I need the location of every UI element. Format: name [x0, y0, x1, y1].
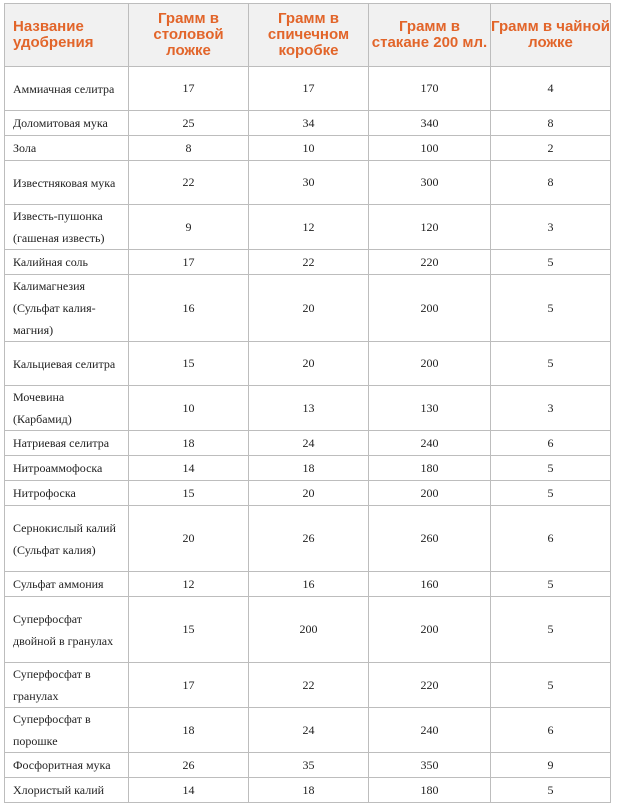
cell-grams-tablespoon: 8 — [129, 136, 249, 161]
cell-grams-teaspoon: 8 — [491, 111, 611, 136]
cell-grams-glass: 120 — [369, 205, 491, 250]
cell-grams-teaspoon: 2 — [491, 136, 611, 161]
cell-grams-teaspoon: 5 — [491, 456, 611, 481]
cell-fertilizer-name: Хлористый калий — [5, 778, 129, 803]
cell-grams-glass: 220 — [369, 250, 491, 275]
cell-fertilizer-name: Известь-пушонка (гашеная известь) — [5, 205, 129, 250]
header-grams-teaspoon: Грамм в чайной ложке — [491, 4, 611, 67]
table-row — [5, 481, 611, 506]
cell-grams-teaspoon: 5 — [491, 663, 611, 708]
cell-grams-matchbox: 20 — [249, 481, 369, 506]
cell-grams-teaspoon: 3 — [491, 205, 611, 250]
table-row — [5, 456, 611, 481]
cell-grams-tablespoon: 15 — [129, 597, 249, 663]
cell-fertilizer-name: Мочевина (Карбамид) — [5, 386, 129, 431]
cell-grams-tablespoon: 20 — [129, 506, 249, 572]
table-row — [5, 572, 611, 597]
cell-grams-glass: 220 — [369, 663, 491, 708]
cell-grams-teaspoon: 9 — [491, 753, 611, 778]
cell-grams-matchbox: 22 — [249, 250, 369, 275]
table-row — [5, 161, 611, 205]
cell-grams-matchbox: 200 — [249, 597, 369, 663]
cell-fertilizer-name: Кальциевая селитра — [5, 342, 129, 386]
table-row — [5, 136, 611, 161]
cell-grams-glass: 300 — [369, 161, 491, 205]
cell-grams-glass: 130 — [369, 386, 491, 431]
cell-grams-matchbox: 22 — [249, 663, 369, 708]
cell-grams-tablespoon: 15 — [129, 342, 249, 386]
cell-grams-tablespoon: 17 — [129, 663, 249, 708]
cell-grams-teaspoon: 5 — [491, 250, 611, 275]
fertilizer-table-wrapper — [4, 3, 610, 803]
table-row — [5, 753, 611, 778]
cell-grams-matchbox: 18 — [249, 778, 369, 803]
cell-grams-matchbox: 26 — [249, 506, 369, 572]
cell-fertilizer-name: Сернокислый калий (Сульфат калия) — [5, 506, 129, 572]
table-row — [5, 663, 611, 708]
table-row — [5, 708, 611, 753]
table-header-row — [5, 4, 611, 67]
cell-grams-teaspoon: 5 — [491, 572, 611, 597]
cell-grams-tablespoon: 15 — [129, 481, 249, 506]
cell-fertilizer-name: Аммиачная селитра — [5, 67, 129, 111]
cell-grams-tablespoon: 26 — [129, 753, 249, 778]
table-row — [5, 597, 611, 663]
cell-grams-tablespoon: 14 — [129, 456, 249, 481]
cell-fertilizer-name: Фосфоритная мука — [5, 753, 129, 778]
table-row — [5, 386, 611, 431]
cell-fertilizer-name: Натриевая селитра — [5, 431, 129, 456]
cell-grams-tablespoon: 18 — [129, 431, 249, 456]
table-row — [5, 111, 611, 136]
cell-grams-teaspoon: 6 — [491, 506, 611, 572]
fertilizer-weight-table — [4, 3, 611, 803]
cell-grams-teaspoon: 8 — [491, 161, 611, 205]
cell-grams-glass: 200 — [369, 275, 491, 342]
cell-fertilizer-name: Суперфосфат в порошке — [5, 708, 129, 753]
cell-grams-glass: 350 — [369, 753, 491, 778]
cell-grams-tablespoon: 17 — [129, 67, 249, 111]
cell-grams-glass: 200 — [369, 597, 491, 663]
cell-grams-tablespoon: 14 — [129, 778, 249, 803]
cell-grams-tablespoon: 22 — [129, 161, 249, 205]
cell-fertilizer-name: Суперфосфат в гранулах — [5, 663, 129, 708]
cell-grams-matchbox: 12 — [249, 205, 369, 250]
cell-grams-teaspoon: 6 — [491, 431, 611, 456]
cell-grams-glass: 100 — [369, 136, 491, 161]
table-row — [5, 342, 611, 386]
cell-grams-glass: 200 — [369, 342, 491, 386]
header-fertilizer-name: Название удобрения — [5, 4, 129, 67]
cell-grams-matchbox: 18 — [249, 456, 369, 481]
table-row — [5, 250, 611, 275]
cell-grams-matchbox: 16 — [249, 572, 369, 597]
cell-fertilizer-name: Суперфосфат двойной в гранулах — [5, 597, 129, 663]
cell-grams-glass: 170 — [369, 67, 491, 111]
cell-fertilizer-name: Калийная соль — [5, 250, 129, 275]
cell-fertilizer-name: Зола — [5, 136, 129, 161]
cell-fertilizer-name: Известняковая мука — [5, 161, 129, 205]
cell-grams-glass: 340 — [369, 111, 491, 136]
cell-grams-glass: 240 — [369, 708, 491, 753]
cell-grams-teaspoon: 5 — [491, 597, 611, 663]
cell-grams-matchbox: 24 — [249, 708, 369, 753]
cell-grams-matchbox: 24 — [249, 431, 369, 456]
cell-grams-teaspoon: 5 — [491, 481, 611, 506]
header-grams-glass: Грамм в стакане 200 мл. — [369, 4, 491, 67]
cell-grams-teaspoon: 3 — [491, 386, 611, 431]
cell-grams-glass: 160 — [369, 572, 491, 597]
table-row — [5, 506, 611, 572]
cell-grams-glass: 180 — [369, 456, 491, 481]
cell-grams-matchbox: 35 — [249, 753, 369, 778]
cell-grams-tablespoon: 16 — [129, 275, 249, 342]
cell-grams-glass: 240 — [369, 431, 491, 456]
cell-grams-matchbox: 10 — [249, 136, 369, 161]
cell-grams-matchbox: 13 — [249, 386, 369, 431]
cell-grams-matchbox: 30 — [249, 161, 369, 205]
cell-grams-teaspoon: 5 — [491, 275, 611, 342]
cell-grams-teaspoon: 5 — [491, 342, 611, 386]
cell-grams-matchbox: 17 — [249, 67, 369, 111]
table-row — [5, 431, 611, 456]
cell-grams-teaspoon: 6 — [491, 708, 611, 753]
cell-fertilizer-name: Сульфат аммония — [5, 572, 129, 597]
cell-grams-matchbox: 20 — [249, 275, 369, 342]
cell-fertilizer-name: Доломитовая мука — [5, 111, 129, 136]
cell-grams-matchbox: 20 — [249, 342, 369, 386]
table-row — [5, 205, 611, 250]
cell-grams-tablespoon: 25 — [129, 111, 249, 136]
cell-grams-tablespoon: 18 — [129, 708, 249, 753]
table-row — [5, 67, 611, 111]
cell-grams-tablespoon: 12 — [129, 572, 249, 597]
table-row — [5, 778, 611, 803]
cell-grams-tablespoon: 10 — [129, 386, 249, 431]
cell-grams-matchbox: 34 — [249, 111, 369, 136]
cell-grams-teaspoon: 5 — [491, 778, 611, 803]
cell-fertilizer-name: Нитрофоска — [5, 481, 129, 506]
cell-fertilizer-name: Калимагнезия (Сульфат калия-магния) — [5, 275, 129, 342]
cell-fertilizer-name: Нитроаммофоска — [5, 456, 129, 481]
header-grams-matchbox: Грамм в спичечном коробке — [249, 4, 369, 67]
cell-grams-teaspoon: 4 — [491, 67, 611, 111]
cell-grams-glass: 260 — [369, 506, 491, 572]
cell-grams-glass: 180 — [369, 778, 491, 803]
cell-grams-glass: 200 — [369, 481, 491, 506]
table-row — [5, 275, 611, 342]
cell-grams-tablespoon: 9 — [129, 205, 249, 250]
cell-grams-tablespoon: 17 — [129, 250, 249, 275]
header-grams-tablespoon: Грамм в столовой ложке — [129, 4, 249, 67]
